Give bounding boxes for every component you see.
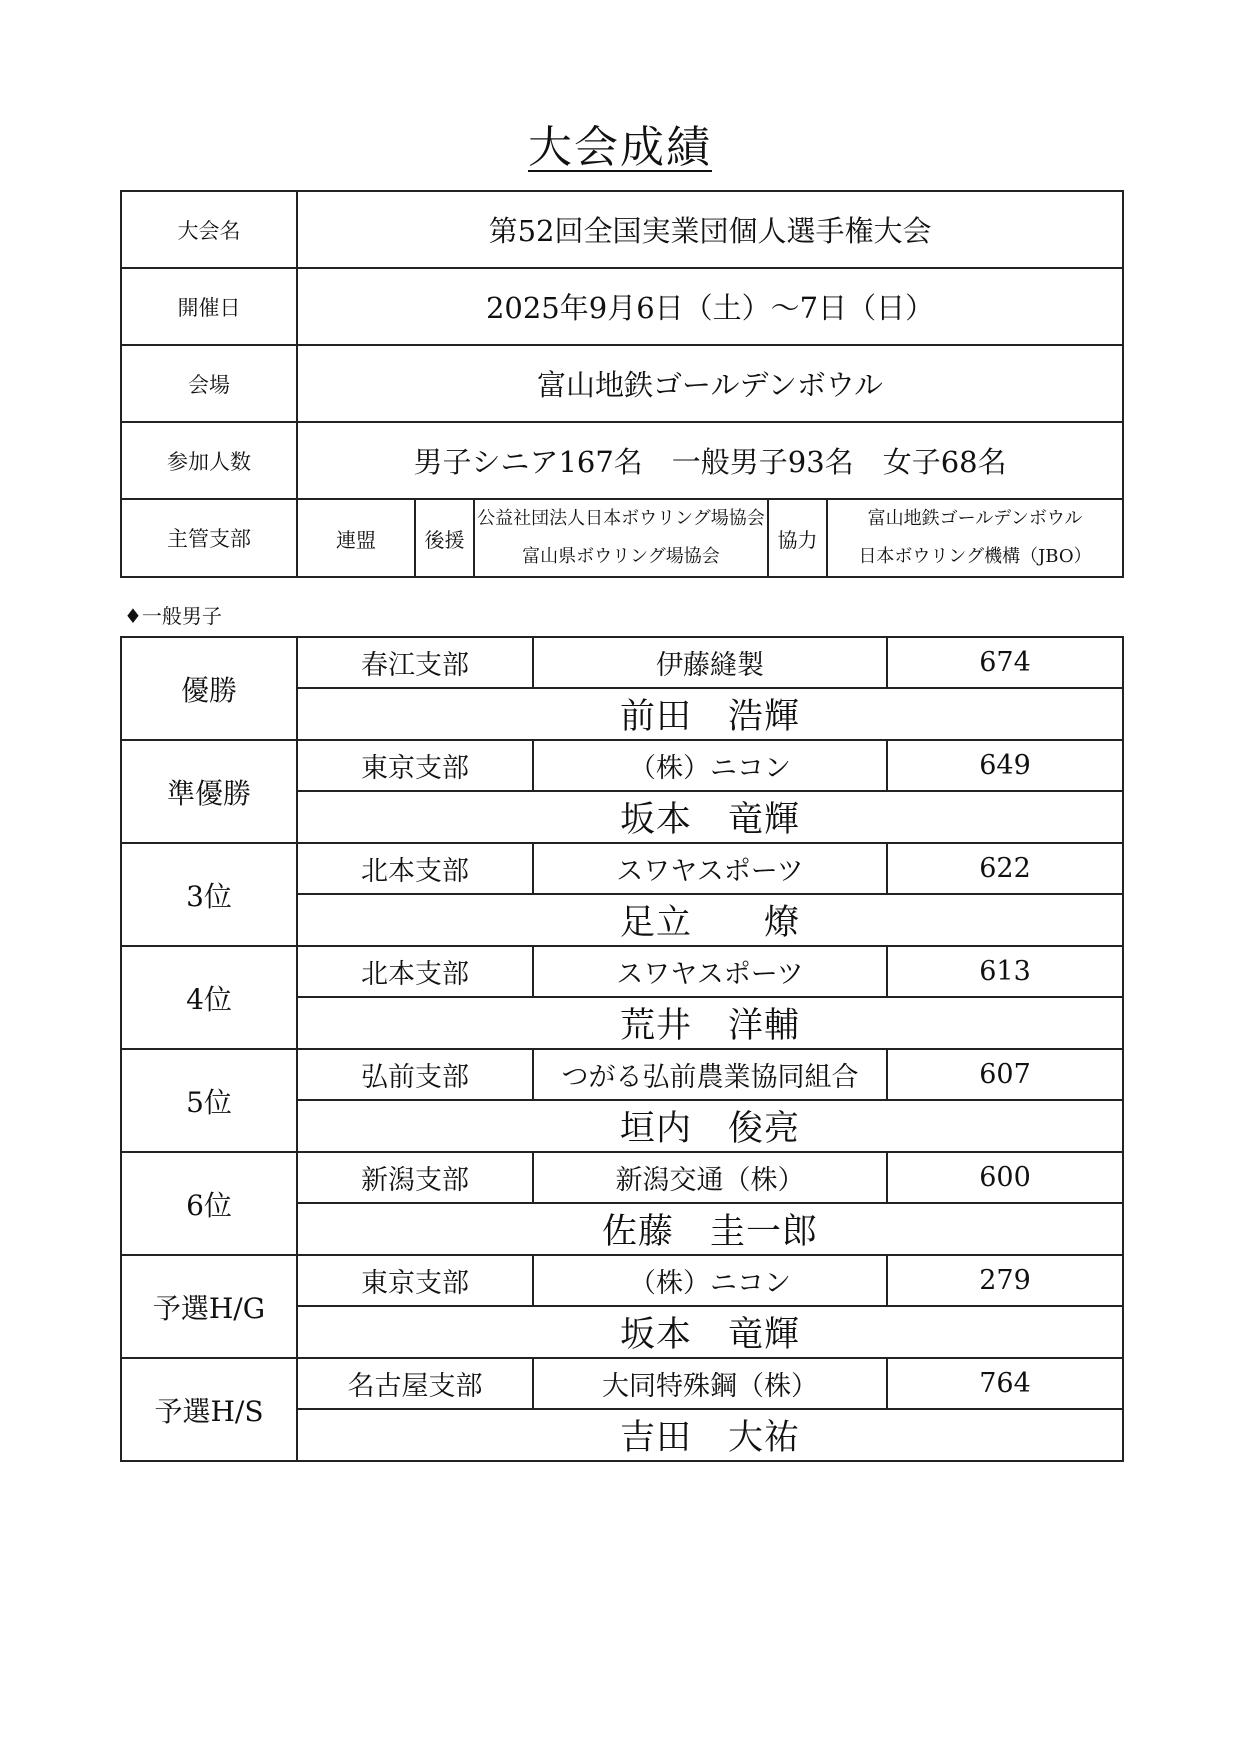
score-cell: 607: [887, 1049, 1123, 1100]
company-cell: （株）ニコン: [533, 1255, 887, 1306]
result-row: [121, 946, 1123, 997]
sponsor-line-1: 公益社団法人日本ボウリング場協会: [477, 508, 765, 529]
league-label: 連盟: [297, 499, 415, 577]
result-row: [121, 1152, 1123, 1203]
rank-label: 予選H/S: [121, 1358, 297, 1461]
result-row: [121, 843, 1123, 894]
branch-cell: 北本支部: [297, 946, 533, 997]
score-cell: 600: [887, 1152, 1123, 1203]
player-name: 垣内 俊亮: [297, 1100, 1123, 1152]
cooperation-line-2: 日本ボウリング機構（JBO）: [858, 546, 1092, 567]
rank-label: 3位: [121, 843, 297, 946]
sponsor-label: 後援: [415, 499, 474, 577]
company-cell: 大同特殊鋼（株）: [533, 1358, 887, 1409]
score-cell: 613: [887, 946, 1123, 997]
score-cell: 674: [887, 637, 1123, 688]
branch-cell: 弘前支部: [297, 1049, 533, 1100]
cooperation-line-1: 富山地鉄ゴールデンボウル: [867, 508, 1083, 529]
venue-label: 会場: [121, 345, 297, 422]
company-cell: （株）ニコン: [533, 740, 887, 791]
company-cell: 伊藤縫製: [533, 637, 887, 688]
page-title: 大会成績: [528, 122, 712, 173]
participants-label: 参加人数: [121, 422, 297, 499]
player-name: 荒井 洋輔: [297, 997, 1123, 1049]
branch-cell: 春江支部: [297, 637, 533, 688]
result-row: [121, 740, 1123, 791]
player-name: 坂本 竜輝: [297, 791, 1123, 843]
company-cell: つがる弘前農業協同組合: [533, 1049, 887, 1100]
branch-cell: 東京支部: [297, 1255, 533, 1306]
branch-cell: 北本支部: [297, 843, 533, 894]
result-row: [121, 637, 1123, 688]
rank-label: 準優勝: [121, 740, 297, 843]
cooperation-value: [827, 499, 1123, 577]
tournament-name-label: 大会名: [121, 191, 297, 268]
sponsor-line-2: 富山県ボウリング場協会: [522, 546, 720, 567]
score-cell: 764: [887, 1358, 1123, 1409]
branch-cell: 名古屋支部: [297, 1358, 533, 1409]
branch-cell: 東京支部: [297, 740, 533, 791]
sponsor-value: [474, 499, 768, 577]
participants-value: 男子シニア167名 一般男子93名 女子68名: [297, 422, 1123, 499]
score-cell: 279: [887, 1255, 1123, 1306]
rank-label: 4位: [121, 946, 297, 1049]
venue-value: 富山地鉄ゴールデンボウル: [297, 345, 1123, 422]
date-label: 開催日: [121, 268, 297, 345]
player-name: 坂本 竜輝: [297, 1306, 1123, 1358]
company-cell: スワヤスポーツ: [533, 946, 887, 997]
section-title: ♦一般男子: [124, 604, 222, 628]
player-name: 佐藤 圭一郎: [297, 1203, 1123, 1255]
result-row: [121, 1255, 1123, 1306]
rank-label: 5位: [121, 1049, 297, 1152]
score-cell: 622: [887, 843, 1123, 894]
rank-label: 6位: [121, 1152, 297, 1255]
tournament-info-table: [120, 190, 1124, 578]
date-value: 2025年9月6日（土）～7日（日）: [297, 268, 1123, 345]
rank-label: 優勝: [121, 637, 297, 740]
tournament-name-value: 第52回全国実業団個人選手権大会: [297, 191, 1123, 268]
player-name: 前田 浩輝: [297, 688, 1123, 740]
player-name: 足立 燎: [297, 894, 1123, 946]
company-cell: 新潟交通（株）: [533, 1152, 887, 1203]
result-row: [121, 1358, 1123, 1409]
score-cell: 649: [887, 740, 1123, 791]
company-cell: スワヤスポーツ: [533, 843, 887, 894]
player-name: 吉田 大祐: [297, 1409, 1123, 1461]
results-table: [120, 636, 1124, 1462]
branch-cell: 新潟支部: [297, 1152, 533, 1203]
cooperation-label: 協力: [768, 499, 827, 577]
result-row: [121, 1049, 1123, 1100]
rank-label: 予選H/G: [121, 1255, 297, 1358]
host-branch-label: 主管支部: [121, 499, 297, 577]
